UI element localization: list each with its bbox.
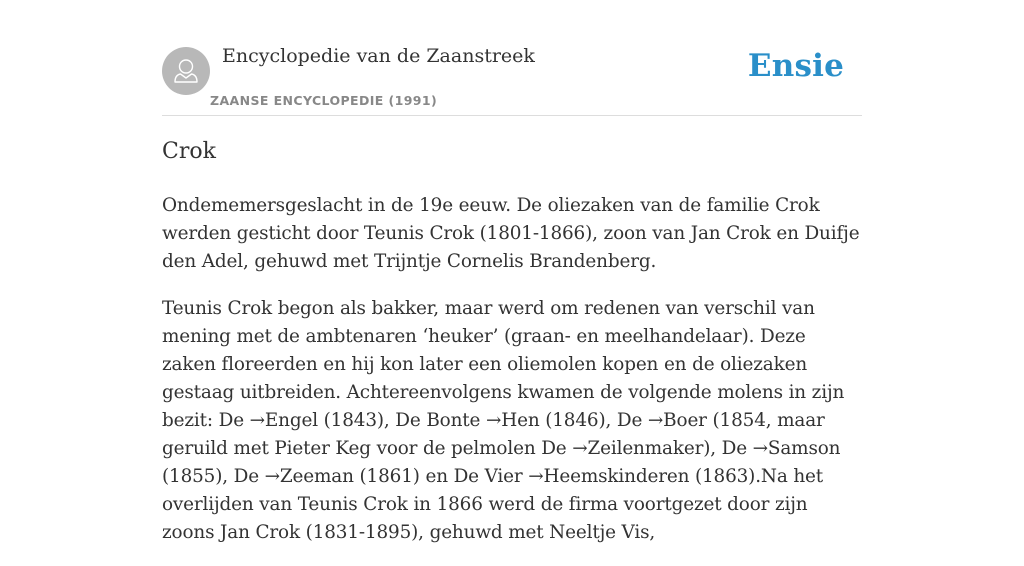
user-placeholder-icon <box>162 47 210 95</box>
article-paragraph: Ondememersgeslacht in de 19e eeuw. De oliezaken van de familie Crok werden gesticht door Teunis Crok (1801-1866), zoon van Jan Crok en Duifje den Adel, gehuwd met Trijntje Cornelis Brandenberg. <box>162 195 860 272</box>
source-title[interactable]: Encyclopedie van de Zaanstreek <box>222 45 535 67</box>
source-avatar[interactable] <box>162 47 210 95</box>
source-subtitle[interactable]: ZAANSE ENCYCLOPEDIE (1991) <box>210 93 438 108</box>
page <box>162 0 862 543</box>
article-body <box>162 192 862 566</box>
article-paragraph: Teunis Crok begon als bakker, maar werd om redenen van verschil van mening met de ambtenaren ‘heuker’ (graan- en meelhandelaar). Deze zaken floreerden en hij kon later een oliemolen kopen en de oliezaken gestaag uitbreiden. Achtereenvolgens kwamen de volgende molens in zijn bezit: De →Engel (1843), De Bonte →Hen (1846), De →Boer (1854, maar geruild met Pieter Keg voor de pelmolen De →Zeilenmaker), De →Samson (1855), De →Zeeman (1861) en De Vier →Heemskinderen (1863).Na het overlijden van Teunis Crok in 1866 werd de firma voortgezet door zijn zoons Jan Crok (1831-1895), gehuwd met Neeltje Vis, <box>162 298 845 543</box>
header <box>162 0 862 116</box>
brand-logo[interactable]: Ensie <box>747 48 844 84</box>
article-title: Crok <box>162 139 216 164</box>
